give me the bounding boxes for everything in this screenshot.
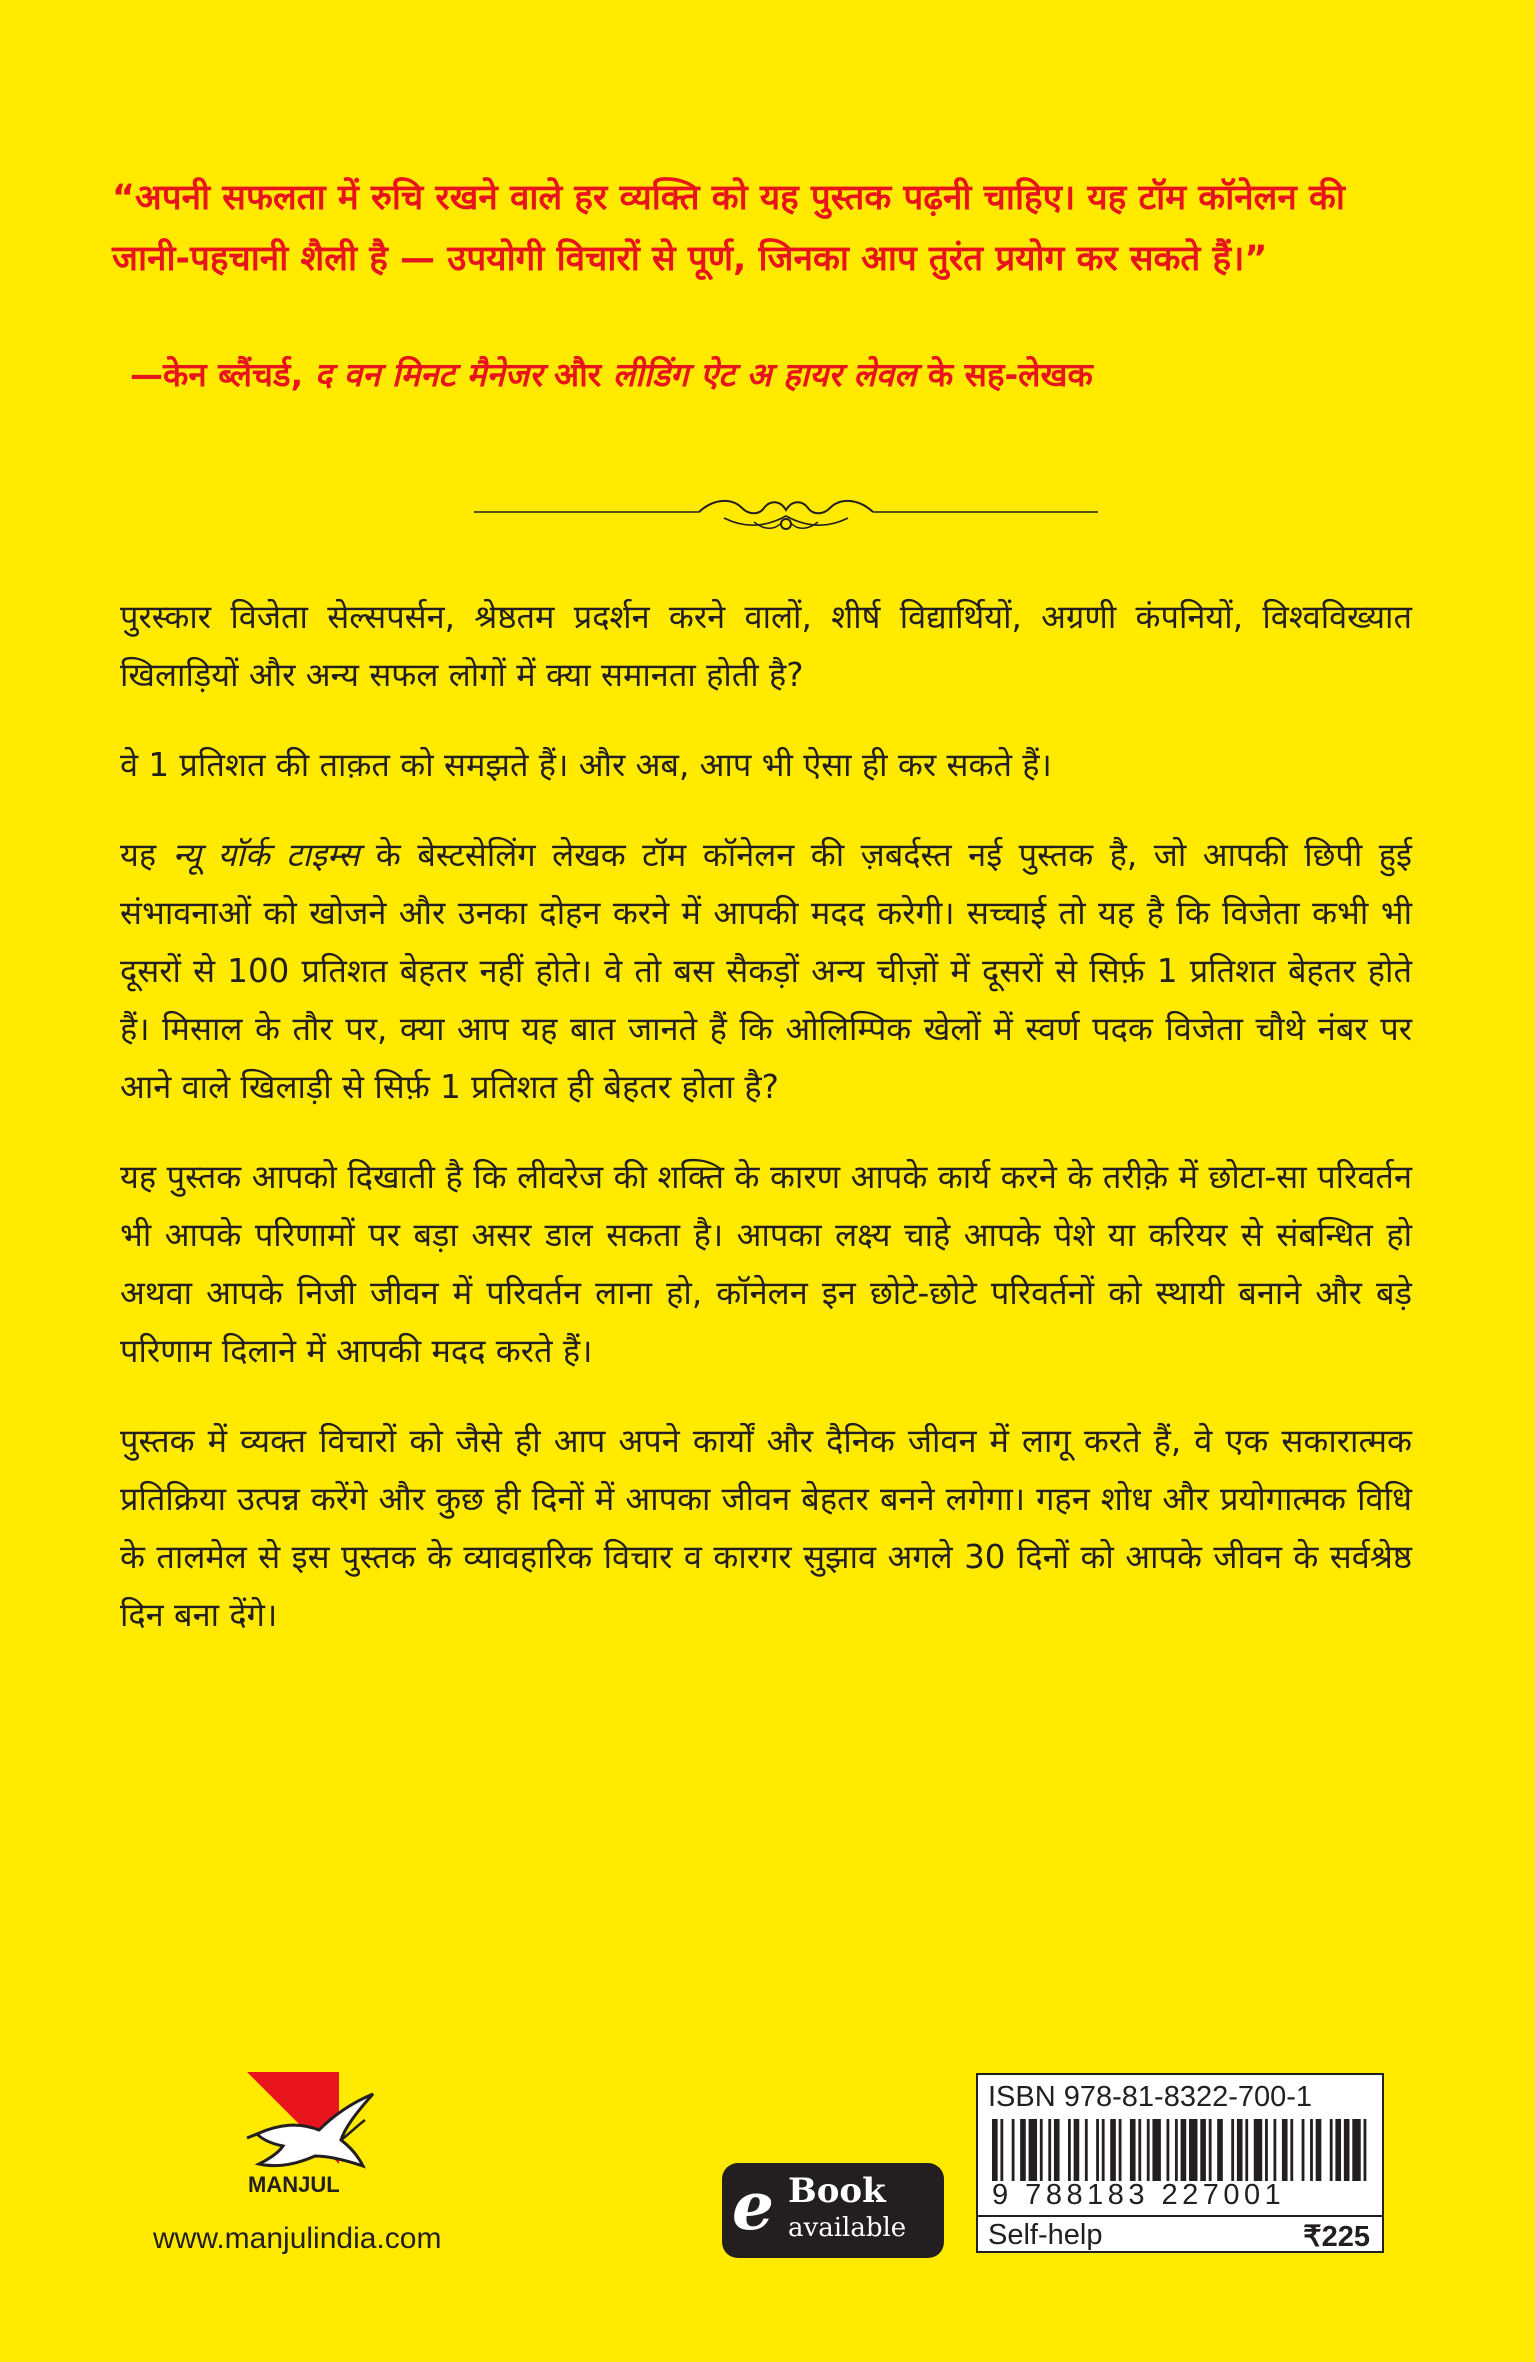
barcode-icon: [992, 2119, 1372, 2181]
book-title-1: द वन मिनट मैनेजर: [314, 355, 543, 394]
quote-text: “अपनी सफलता में रुचि रखने वाले हर व्यक्ति को यह पुस्तक पढ़नी चाहिए। यह टॉम कॉनेलन की जानी-पहचानी शैली है — उपयोगी विचारों से पूर्ण, जिनका आप तुरंत प्रयोग कर सकते हैं।”: [112, 178, 1345, 279]
attribution-and: और: [542, 355, 613, 394]
publisher-website[interactable]: www.manjulindia.com: [153, 2222, 442, 2255]
book-category: Self-help: [988, 2219, 1103, 2251]
blurb-paragraph-1: पुरस्कार विजेता सेल्सपर्सन, श्रेष्ठतम प्रदर्शन करने वालों, शीर्ष विद्यार्थियों, अग्रणी कंपनियों, विश्वविख्यात खिलाड़ियों और अन्य सफल लोगों में क्या समानता होती है?: [120, 598, 1412, 694]
book-price: ₹225: [1303, 2221, 1370, 2253]
quote-attribution: [130, 345, 1420, 405]
manjul-bird-logo-icon: [245, 2068, 375, 2183]
isbn-barcode-box: [976, 2073, 1384, 2253]
p3-post: के बेस्टसेलिंग लेखक टॉम कॉनेलन की ज़बर्दस्त नई पुस्तक है, जो आपकी छिपी हुई संभावनाओं को खोजने और उनका दोहन करने में आपकी मदद करेगी। सच्चाई तो यह है कि विजेता कभी भी दूसरों से 100 प्रतिशत बेहतर नहीं होते। वे तो बस सैकड़ों अन्य चीज़ों में दूसरों से सिर्फ़ 1 प्रतिशत बेहतर होते हैं। मिसाल के तौर पर, क्या आप यह बात जानते हैं कि ओलिम्पिक खेलों में स्वर्ण पदक विजेता चौथे नंबर पर आने वाले खिलाड़ी से सिर्फ़ 1 प्रतिशत ही बेहतर होता है?: [120, 836, 1412, 1106]
ebook-available-badge: [722, 2163, 944, 2258]
ornament-divider: [474, 488, 1098, 538]
attribution-suffix: के सह-लेखक: [916, 355, 1093, 394]
book-title-2: लीडिंग ऐट अ हायर लेवल: [612, 355, 917, 394]
blurb-paragraph-3: [120, 826, 1412, 1116]
ebook-book-label: Book: [788, 2171, 886, 2211]
ebook-e-glyph: e: [732, 2167, 774, 2245]
p3-pre: यह: [120, 836, 173, 874]
blurb-body: [120, 588, 1412, 1676]
blurb-paragraph-5: पुस्तक में व्यक्त विचारों को जैसे ही आप अपने कार्यों और दैनिक जीवन में लागू करते हैं, वे एक सकारात्मक प्रतिक्रिया उत्पन्न करेंगे और कुछ ही दिनों में आपका जीवन बेहतर बनने लगेगा। गहन शोध और प्रयोगात्मक विधि के तालमेल से इस पुस्तक के व्यावहारिक विचार व कारगर सुझाव अगले 30 दिनों को आपके जीवन के सर्वश्रेष्ठ दिन बना देंगे।: [120, 1422, 1412, 1634]
endorsement-quote: [112, 168, 1412, 290]
isbn-divider: [978, 2215, 1382, 2217]
blurb-paragraph-2: वे 1 प्रतिशत की ताक़त को समझते हैं। और अब, आप भी ऐसा ही कर सकते हैं।: [120, 746, 1052, 784]
attribution-prefix: —केन ब्लैंचर्ड,: [130, 355, 315, 394]
newspaper-title: न्यू यॉर्क टाइम्स: [172, 836, 360, 874]
publisher-brand: MANJUL: [248, 2172, 340, 2197]
ebook-available-label: available: [788, 2213, 907, 2243]
blurb-paragraph-4: यह पुस्तक आपको दिखाती है कि लीवरेज की शक्ति के कारण आपके कार्य करने के तरीक़े में छोटा-सा परिवर्तन भी आपके परिणामों पर बड़ा असर डाल सकता है। आपका लक्ष्य चाहे आपके पेशे या करियर से संबन्धित हो अथवा आपके निजी जीवन में परिवर्तन लाना हो, कॉनेलन इन छोटे-छोटे परिवर्तनों को स्थायी बनाने और बड़े परिणाम दिलाने में आपकी मदद करते हैं।: [120, 1158, 1412, 1370]
barcode-digits: 9 788183 227001: [992, 2179, 1286, 2211]
isbn-number: ISBN 978-81-8322-700-1: [988, 2081, 1313, 2113]
